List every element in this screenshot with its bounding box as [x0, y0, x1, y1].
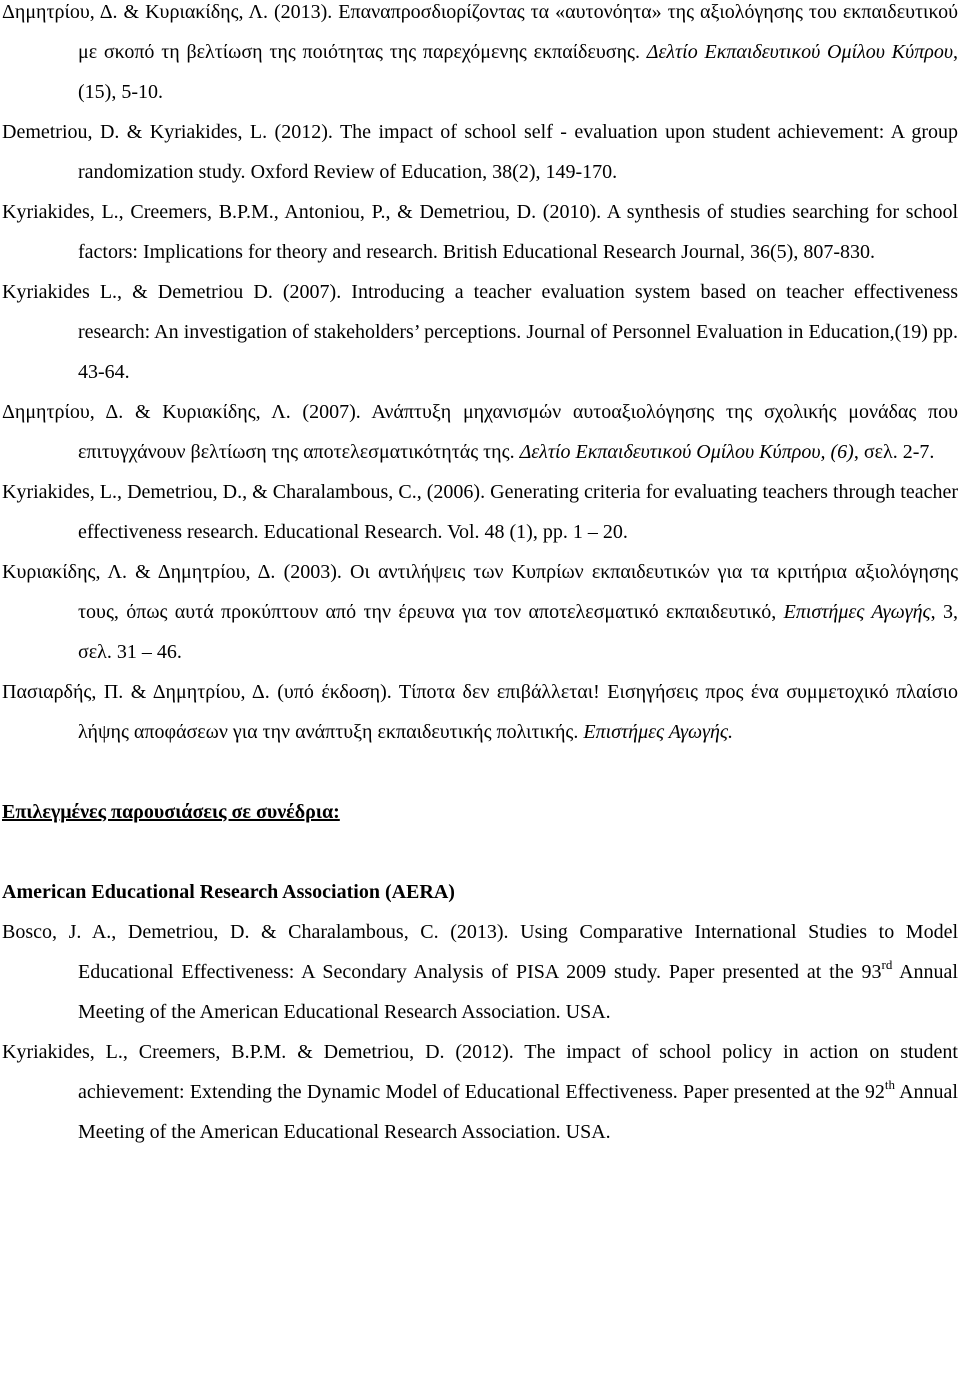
reference-details: Annual Meeting of the American Educational Research Association. USA. [78, 961, 958, 1023]
reference-details: Annual Meeting of the American Educational Research Association. USA. [78, 1081, 958, 1143]
reference-entry [2, 672, 958, 752]
reference-entry [2, 472, 958, 552]
reference-source: Δελτίο Εκπαιδευτικού Ομίλου Κύπρου, (6) [519, 441, 854, 463]
reference-authors: Kyriakides, L., Demetriou, D., & Charalambous, C., (2006). [2, 481, 486, 503]
reference-authors: Πασιαρδής, Π. & Δημητρίου, Δ. (υπό έκδοση). [2, 681, 392, 703]
reference-authors: Κυριακίδης, Λ. & Δημητρίου, Δ. (2003). [2, 561, 342, 583]
reference-details: , (15), 5-10. [78, 41, 959, 103]
reference-title: The impact of school self - evaluation upon student achievement: A group randomization study. [78, 121, 958, 183]
reference-authors: Kyriakides, L., Creemers, B.P.M., Antoniou, P., & Demetriou, D. (2010). [2, 201, 602, 223]
reference-entry [2, 0, 958, 112]
reference-authors: Δημητρίου, Δ. & Κυριακίδης, Λ. (2007). [2, 401, 361, 423]
reference-details: Educational Research. Vol. 48 (1), pp. 1 – 20. [263, 521, 628, 543]
reference-details: British Educational Research Journal, 36(5), 807-830. [442, 241, 875, 263]
reference-entry [2, 552, 958, 672]
reference-source: Δελτίο Εκπαιδευτικού Ομίλου Κύπρου [646, 41, 954, 63]
reference-authors: Demetriou, D. & Kyriakides, L. (2012). [2, 121, 333, 143]
ordinal-superscript: rd [881, 957, 893, 972]
conference-heading: American Educational Research Association (AERA) [2, 881, 455, 903]
reference-authors: Δημητρίου, Δ. & Κυριακίδης, Λ. (2013). [2, 1, 333, 23]
reference-title: Επαναπροσδιορίζοντας τα «αυτονόητα» της αξιολόγησης του εκπαιδευτικού με σκοπό τη βελτίωση της ποιότητας της παρεχόμενης εκπαίδευσης. [78, 1, 958, 63]
reference-title: Using Comparative International Studies to Model Educational Effectiveness: A Secondary Analysis of PISA 2009 study. [78, 921, 959, 983]
reference-title: Generating criteria for evaluating teachers through teacher effectiveness research. [78, 481, 958, 543]
conference-entry [2, 912, 958, 1032]
reference-authors: Kyriakides, L., Creemers, B.P.M. & Demetriou, D. (2012). [2, 1041, 514, 1063]
reference-source: Επιστήμες Αγωγής. [583, 721, 734, 743]
reference-title: Τίποτα δεν επιβάλλεται! Εισηγήσεις προς ένα συμμετοχικό πλαίσιο λήψης αποφάσεων για την ανάπτυξη εκπαιδευτικής πολιτικής. [78, 681, 959, 743]
reference-title: Ανάπτυξη μηχανισμών αυτοαξιολόγησης της σχολικής μονάδας που επιτυγχάνουν βελτίωση της αποτελεσματικότητάς της. [78, 401, 958, 463]
reference-details: Oxford Review of Education, 38(2), 149-170. [250, 161, 618, 183]
conference-entry [2, 1032, 958, 1152]
reference-entry [2, 392, 958, 472]
reference-title: Introducing a teacher evaluation system based on teacher effectiveness research: An investigation of stakeholders’ perceptions. [78, 281, 958, 343]
reference-details: , 3, σελ. 31 – 46. [78, 601, 959, 663]
reference-entry [2, 272, 958, 392]
reference-title: The impact of school policy in action on student achievement: Extending the Dynamic Model of Educational Effectiveness. [78, 1041, 958, 1103]
reference-entry [2, 192, 958, 272]
reference-source: Επιστήμες Αγωγής [783, 601, 931, 623]
reference-details: , σελ. 2-7. [853, 441, 935, 463]
reference-authors: Kyriakides L., & Demetriou D. (2007). [2, 281, 342, 303]
reference-entry [2, 112, 958, 192]
reference-details: Journal of Personnel Evaluation in Education,(19) pp. 43-64. [78, 321, 959, 383]
reference-title: A synthesis of studies searching for school factors: Implications for theory and research. [78, 201, 958, 263]
ordinal-superscript: th [884, 1077, 895, 1092]
reference-title: Οι αντιλήψεις των Κυπρίων εκπαιδευτικών για τα κριτήρια αξιολόγησης τους, όπως αυτά προκύπτουν από την έρευνα για τον αποτελεσματικό εκπαιδευτικό, [78, 561, 958, 623]
reference-authors: Bosco, J. A., Demetriou, D. & Charalambous, C. (2013). [2, 921, 509, 943]
reference-details: Paper presented at the 93 [668, 961, 882, 983]
selected-presentations-heading: Επιλεγμένες παρουσιάσεις σε συνέδρια: [2, 801, 340, 823]
reference-details: Paper presented at the 92 [683, 1081, 885, 1103]
